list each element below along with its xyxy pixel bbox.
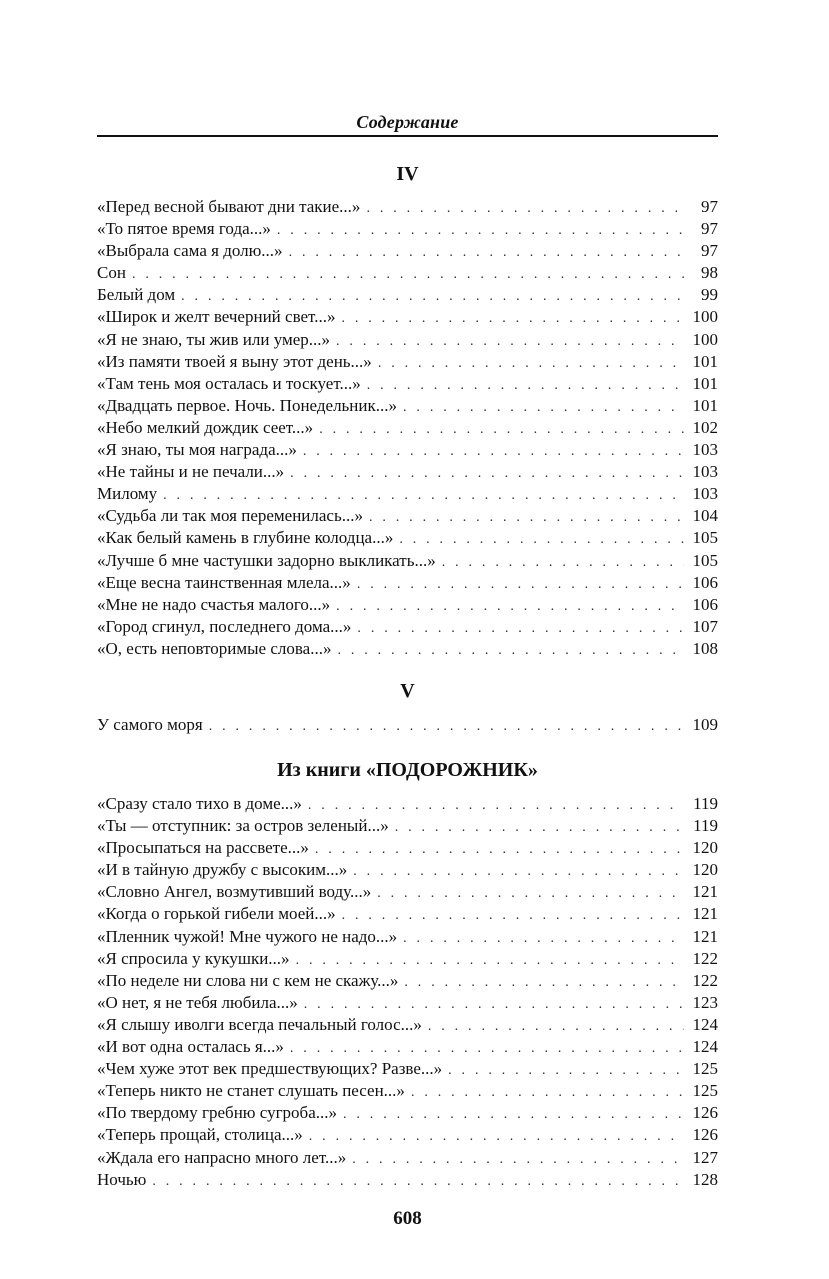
toc-entry-title: «Как белый камень в глубине колодца...»: [97, 528, 394, 548]
dot-leader: [336, 331, 684, 353]
dot-leader: [181, 286, 684, 308]
toc-entry-page: 119: [693, 816, 718, 836]
toc-entry-page: 109: [692, 715, 718, 734]
toc-entry-title: «Небо мелкий дождик сеет...»: [97, 417, 314, 437]
toc-entry-title: Белый дом: [97, 285, 176, 305]
dot-leader: [290, 1038, 684, 1060]
toc-entry-title: «И в тайную дружбу с высоким...»: [97, 860, 348, 880]
toc-entry: [97, 240, 718, 262]
dot-leader: [353, 861, 684, 883]
toc-entry: [97, 306, 718, 328]
toc-entry: [97, 1036, 718, 1058]
toc-entry-page: 120: [692, 838, 718, 858]
toc-entry-title: «Чем хуже этот век предшествующих? Разве...»: [97, 1059, 443, 1079]
toc-entry-page: 126: [692, 1125, 718, 1145]
dot-leader: [343, 1104, 684, 1126]
toc-entry-page: 124: [692, 1037, 718, 1057]
toc-entry-page: 108: [692, 638, 718, 658]
toc-entry: [97, 1014, 718, 1036]
header-rule: [97, 135, 718, 137]
toc-entry-title: Сон: [97, 263, 126, 283]
toc-entry-page: 122: [692, 970, 718, 990]
dot-leader: [448, 1060, 684, 1082]
toc-entry: [97, 948, 718, 970]
toc-entry: [97, 329, 718, 351]
toc-entry-title: «Пленник чужой! Мне чужого не надо...»: [97, 926, 398, 946]
toc-entry-page: 101: [692, 395, 718, 415]
dot-leader: [403, 928, 684, 950]
toc-entry: [97, 1080, 718, 1102]
toc-entry: [97, 461, 718, 483]
toc-entry: [97, 439, 718, 461]
toc-entry-title: «Я спросила у кукушки...»: [97, 948, 290, 968]
toc-entry-page: 106: [692, 594, 718, 614]
toc-entry-title: «Выбрала сама я долю...»: [97, 241, 283, 261]
toc-entry-page: 123: [692, 992, 718, 1012]
toc-entry: [97, 550, 718, 572]
toc-entry-title: «Теперь никто не станет слушать песен...»: [97, 1081, 405, 1101]
toc-entry-page: 103: [692, 484, 718, 504]
dot-leader: [378, 353, 684, 375]
toc-entry-page: 125: [692, 1059, 718, 1079]
dot-leader: [132, 264, 684, 286]
toc-entry-title: «Из памяти твоей я выну этот день...»: [97, 351, 372, 371]
toc-entry: [97, 395, 718, 417]
toc-entry: [97, 351, 718, 373]
dot-leader: [367, 375, 684, 397]
toc-entry-page: 103: [692, 440, 718, 460]
toc-entry-page: 125: [692, 1081, 718, 1101]
toc-entry-title: «И вот одна осталась я...»: [97, 1037, 284, 1057]
toc-entry-title: У самого моря: [97, 715, 203, 734]
toc-entry-title: «Я слышу иволги всегда печальный голос...»: [97, 1014, 422, 1034]
toc-entry-title: «Когда о горькой гибели моей...»: [97, 904, 336, 924]
dot-leader: [315, 839, 684, 861]
dot-leader: [163, 485, 684, 507]
toc-entry: [97, 881, 718, 903]
toc-entry-title: «Просыпаться на рассвете...»: [97, 838, 309, 858]
toc-entry: [97, 527, 718, 549]
dot-leader: [304, 994, 684, 1016]
toc-entry-title: «Словно Ангел, возмутивший воду...»: [97, 882, 372, 902]
toc-entry: [97, 417, 718, 439]
toc-entry: [97, 970, 718, 992]
toc-entry-page: 120: [692, 860, 718, 880]
dot-leader: [309, 1126, 684, 1148]
section-iv-entries: [97, 196, 718, 660]
toc-entry: [97, 1147, 718, 1169]
toc-entry-page: 97: [701, 219, 718, 239]
toc-entry-title: «Ты — отступник: за остров зеленый...»: [97, 816, 389, 836]
dot-leader: [442, 552, 684, 574]
toc-entry: [97, 594, 718, 616]
toc-entry-page: 127: [692, 1147, 718, 1167]
dot-leader: [209, 716, 684, 738]
dot-leader: [404, 972, 684, 994]
dot-leader: [411, 1082, 684, 1104]
toc-entry-page: 121: [692, 926, 718, 946]
toc-entry-title: Милому: [97, 484, 158, 504]
toc-entry-page: 128: [692, 1169, 718, 1189]
dot-leader: [428, 1016, 684, 1038]
dot-leader: [277, 220, 684, 242]
toc-entry-title: «Судьба ли так моя переменилась...»: [97, 506, 363, 526]
dot-leader: [290, 463, 684, 485]
toc-entry-title: «Лучше б мне частушки задорно выкликать...»: [97, 550, 436, 570]
toc-entry-title: «То пятое время года...»: [97, 219, 271, 239]
dot-leader: [336, 596, 684, 618]
toc-entry-page: 105: [692, 550, 718, 570]
toc-entry: [97, 1169, 718, 1191]
toc-entry: [97, 815, 718, 837]
toc-entry: [97, 638, 718, 660]
toc-entry-page: 106: [692, 572, 718, 592]
dot-leader: [308, 795, 684, 817]
toc-entry-page: 99: [701, 285, 718, 305]
toc-entry: [97, 1124, 718, 1146]
toc-entry-title: «Теперь прощай, столица...»: [97, 1125, 303, 1145]
dot-leader: [357, 574, 684, 596]
toc-entry-page: 105: [692, 528, 718, 548]
dot-leader: [366, 198, 684, 220]
toc-entry: [97, 714, 718, 736]
toc-entry: [97, 837, 718, 859]
toc-entry-title: «Мне не надо счастья малого...»: [97, 594, 331, 614]
toc-entry: [97, 793, 718, 815]
toc-entry: [97, 926, 718, 948]
toc-entry-title: «Я знаю, ты моя награда...»: [97, 440, 297, 460]
toc-entry: [97, 373, 718, 395]
toc-entry-title: «Двадцать первое. Ночь. Понедельник...»: [97, 395, 398, 415]
toc-entry-page: 124: [692, 1014, 718, 1034]
toc-entry-page: 121: [692, 882, 718, 902]
toc-entry-title: «Не тайны и не печали...»: [97, 462, 285, 482]
dot-leader: [342, 905, 684, 927]
toc-entry-page: 103: [692, 462, 718, 482]
dot-leader: [377, 883, 684, 905]
toc-entry-page: 100: [692, 307, 718, 327]
running-header: Содержание: [356, 112, 459, 132]
dot-leader: [357, 618, 684, 640]
toc-entry-page: 101: [692, 373, 718, 393]
toc-entry-title: «Там тень моя осталась и тоскует...»: [97, 373, 361, 393]
toc-entry-page: 122: [692, 948, 718, 968]
toc-entry-title: «О, есть неповторимые слова...»: [97, 638, 332, 658]
dot-leader: [319, 419, 684, 441]
toc-entry-title: «Еще весна таинственная млела...»: [97, 572, 351, 592]
dot-leader: [296, 950, 684, 972]
toc-entry-page: 121: [692, 904, 718, 924]
dot-leader: [352, 1149, 684, 1171]
dot-leader: [369, 507, 684, 529]
toc-entry-page: 119: [693, 794, 718, 813]
toc-entry-page: 98: [701, 263, 718, 283]
section-v-entries: [97, 714, 718, 736]
toc-entry: [97, 859, 718, 881]
dot-leader: [395, 817, 684, 839]
toc-entry-page: 126: [692, 1103, 718, 1123]
toc-entry: [97, 992, 718, 1014]
dot-leader: [303, 441, 684, 463]
toc-entry: [97, 284, 718, 306]
toc-entry-title: «Широк и желт вечерний свет...»: [97, 307, 336, 327]
toc-entry-page: 102: [692, 417, 718, 437]
dot-leader: [289, 242, 684, 264]
toc-entry-title: «По неделе ни слова ни с кем не скажу...»: [97, 970, 399, 990]
page-number: 608: [393, 1208, 422, 1229]
section-podorozhnik-entries: [97, 793, 718, 1191]
toc-entry-title: Ночью: [97, 1169, 147, 1189]
section-heading-iv: IV: [396, 163, 419, 185]
toc-entry-page: 97: [701, 197, 718, 216]
toc-entry-page: 97: [701, 241, 718, 261]
toc-entry-page: 101: [692, 351, 718, 371]
toc-entry-title: «Я не знаю, ты жив или умер...»: [97, 329, 331, 349]
toc-entry: [97, 1058, 718, 1080]
toc-entry: [97, 1102, 718, 1124]
toc-entry-title: «Город сгинул, последнего дома...»: [97, 616, 352, 636]
dot-leader: [341, 308, 684, 330]
toc-entry: [97, 218, 718, 240]
toc-entry-title: «По твердому гребню сугроба...»: [97, 1103, 337, 1123]
toc-entry: [97, 572, 718, 594]
section-heading-v: V: [400, 680, 415, 702]
toc-entry: [97, 483, 718, 505]
dot-leader: [403, 397, 684, 419]
toc-entry-page: 107: [692, 616, 718, 636]
toc-entry: [97, 262, 718, 284]
toc-entry: [97, 196, 718, 218]
toc-entry: [97, 616, 718, 638]
toc-entry-title: «Сразу стало тихо в доме...»: [97, 794, 302, 813]
toc-entry: [97, 505, 718, 527]
toc-entry-page: 100: [692, 329, 718, 349]
dot-leader: [337, 640, 684, 662]
toc-entry-page: 104: [692, 506, 718, 526]
section-heading-podorozhnik: Из книги «ПОДОРОЖНИК»: [277, 759, 538, 781]
toc-entry: [97, 903, 718, 925]
dot-leader: [152, 1171, 684, 1193]
dot-leader: [399, 529, 684, 551]
toc-entry-title: «Перед весной бывают дни такие...»: [97, 197, 361, 216]
toc-entry-title: «О нет, я не тебя любила...»: [97, 992, 298, 1012]
toc-entry-title: «Ждала его напрасно много лет...»: [97, 1147, 347, 1167]
